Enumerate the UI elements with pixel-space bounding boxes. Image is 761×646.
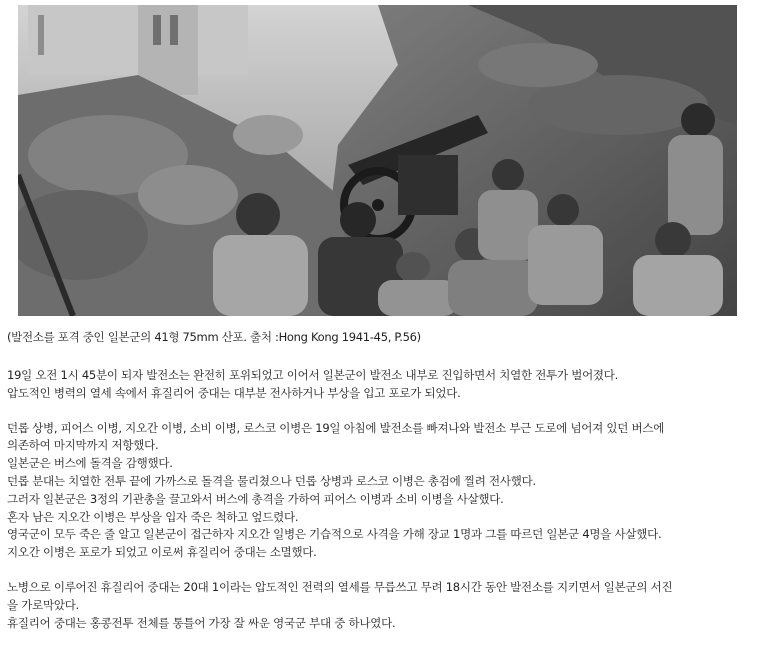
article-body	[7, 367, 757, 632]
text-line: 던롭 분대는 치열한 전투 끝에 가까스로 돌격을 물리쳤으나 던롭 상병과 로스코 이병은 총검에 찔려 전사했다.	[7, 473, 536, 488]
photo-caption: (발전소를 포격 중인 일본군의 41형 75mm 산포. 출처 :Hong Kong 1941-45, P.56)	[7, 330, 421, 344]
text-line: 그러자 일본군은 3정의 기관총을 끌고와서 버스에 총격을 가하여 피어스 이병과 소비 이병을 사살했다.	[7, 491, 504, 506]
text-line: 혼자 남은 지오간 이병은 부상을 입자 죽은 척하고 엎드렸다.	[7, 509, 299, 524]
paragraph-1	[7, 367, 757, 403]
paragraph-3	[7, 579, 757, 632]
text-line: 19일 오전 1시 45분이 되자 발전소는 완전히 포위되었고 이어서 일본군이 발전소 내부로 진입하면서 치열한 전투가 벌어졌다.	[7, 368, 619, 382]
text-line: 던롭 상병, 피어스 이병, 지오간 이병, 소비 이병, 로스코 이병은 19일 아침에 발전소를 빠져나와 발전소 부근 도로에 넘어져 있던 버스에	[7, 420, 665, 435]
text-line: 압도적인 병력의 열세 속에서 휴질리어 중대는 대부분 전사하거나 부상을 입고 포로가 되었다.	[7, 385, 461, 400]
historical-photo	[18, 5, 737, 316]
text-line: 휴질리어 중대는 홍콩전투 전체를 통틀어 가장 잘 싸운 영국군 부대 중 하나였다.	[7, 615, 396, 630]
text-line: 지오간 이병은 포로가 되었고 이로써 휴질리어 중대는 소멸했다.	[7, 545, 317, 560]
text-line: 일본군은 버스에 돌격을 감행했다.	[7, 456, 173, 471]
paragraph-2	[7, 420, 757, 562]
text-line: 노병으로 이루어진 휴질리어 중대는 20대 1이라는 압도적인 전력의 열세를 무릅쓰고 무려 18시간 동안 발전소를 지키면서 일본군의 서진	[7, 579, 673, 594]
text-line: 의존하여 마지막까지 저항했다.	[7, 438, 159, 453]
text-line: 을 가로막았다.	[7, 597, 79, 612]
text-line: 영국군이 모두 죽은 줄 알고 일본군이 접근하자 지오간 일병은 기습적으로 사격을 가해 장교 1명과 그를 따르던 일본군 4명을 사살했다.	[7, 527, 662, 542]
